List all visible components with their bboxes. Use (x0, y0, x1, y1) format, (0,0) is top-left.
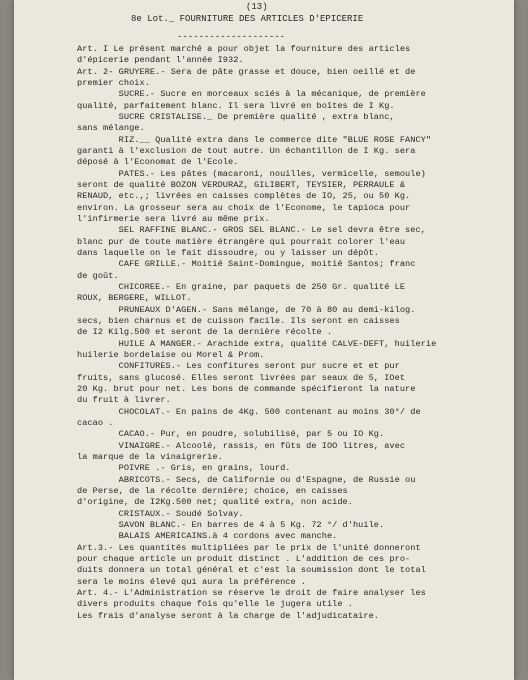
text-line: Art. 4.- L'Administration se réserve le droit de faire analyser les (77, 587, 426, 598)
text-line: qualité, parfaitement blanc. Il sera livré en boîtes de I Kg. (77, 100, 395, 111)
text-line: Art.3.- Les quantités multipliées par le prix de l'unité donneront (77, 542, 421, 553)
text-line: environ. La grosseur sera au choix de l'Econome, le tapioca pour (77, 202, 411, 213)
text-line: sera le moins élevé qui aura la préférence . (77, 576, 307, 587)
text-line: CHICOREE.- En graine, par paquets de 250 Gr. qualité LE (77, 281, 406, 292)
text-line: huilerie bordelaise ou Morel & Prom. (77, 349, 265, 360)
text-line: blanc pur de toute matière étrangère qui pourrait colorer l'eau (77, 236, 406, 247)
text-line: d'épicerie pendant l'année I932. (77, 55, 244, 66)
text-line: RENAUD, etc.,; livrées en caisses complètes de IO, 25, ou 50 Kg. (77, 191, 411, 202)
text-line: Art. I Le présent marché a pour objet la fourniture des articles (77, 44, 411, 54)
text-line: CRISTAUX.- Soudé Solvay. (77, 508, 244, 519)
text-line: VINAIGRE.- Alcoolé, rassis, en fûts de IOO litres, avec (77, 440, 406, 451)
text-line: RIZ.__ Qualité extra dans le commerce dite "BLUE ROSE FANCY" (77, 134, 432, 145)
text-line: de goût. (77, 270, 119, 281)
text-line: d'origine, de I2Kg.500 net; qualité extra, non acide. (77, 497, 353, 508)
text-line: garanti à l'exclusion de tout autre. Un échantillon de I Kg. sera (77, 145, 416, 156)
text-line: pour chaque article un produit distinct . L'addition de ces pro- (77, 553, 411, 564)
text-line: Les frais d'analyse seront à la charge de l'adjudicataire. (77, 610, 380, 621)
text-line: PRUNEAUX D'AGEN.- Sans mélange, de 70 à 80 au demi-kilog. (77, 304, 416, 315)
text-line: la marque de la vinaigrerie. (77, 451, 223, 462)
text-line: HUILE A MANGER.- Arachide extra, qualité CALVE-DEFT, huilerie (77, 338, 437, 349)
text-line: seront de qualité BOZON VERDURAZ, GILIBERT, TEYSIER, PERRAULE & (77, 179, 406, 190)
text-line: du fruit à livrer. (77, 395, 171, 406)
text-line: BALAIS AMERICAINS.à 4 cordons avec manche. (77, 531, 338, 542)
text-line: déposé à l'Economat de l'Ecole. (77, 157, 239, 168)
text-line: SEL RAFFINE BLANC.- GROS SEL BLANC.- Le sel devra être sec, (77, 225, 426, 236)
text-line: CAFE GRILLE.- Moitié Saint-Domingue, moitié Santos; franc (77, 259, 416, 270)
text-line: l'infirmerie sera livré au même prix. (77, 213, 270, 224)
text-line: CHOCOLAT.- En pains de 4Kg. 500 contenant au moins 30°/ de (77, 406, 421, 417)
text-line: SUCRE.- Sucre en morceaux sciés à la mécanique, de première (77, 89, 426, 100)
text-line: ABRICOTS.- Secs, de Californie ou d'Espagne, de Russie ou (77, 474, 416, 485)
text-line: 20 Kg. brut pour net. Les bons de commande spécifieront la nature (77, 383, 416, 394)
text-line: cacao . (77, 417, 114, 428)
text-line: secs, bien charnus et de cuisson facile. Ils seront en caisses (77, 315, 400, 326)
text-line: POIVRE .- Gris, en grains, lourd. (77, 463, 291, 474)
text-line: premier choix. (77, 77, 150, 88)
text-line: PATES.- Les pâtes (macaroni, nouilles, vermicelle, semoule) (77, 168, 426, 179)
document-page (14, 0, 514, 680)
text-line: divers produits chaque fois qu'elle le jugera utile . (77, 599, 353, 610)
text-line: CONFITURES.- Les confitures seront pur sucre et et pur (77, 361, 400, 372)
title-underline: -------------------- (177, 32, 286, 42)
text-line: fruits, sans glucosé. Elles seront livrées par seaux de 5, IOet (77, 372, 406, 383)
text-line: de I2 Kilg.500 et seront de la dernière récolte . (77, 327, 333, 338)
text-line: SUCRE CRISTALISE._ De première qualité , extra blanc, (77, 111, 395, 122)
text-line: sans mélange. (77, 123, 145, 134)
text-line: de Perse, de la récolte dernière; choice, en caisses (77, 485, 348, 496)
text-line: Art. 2- GRUYERE.- Sera de pâte grasse et douce, bien oeillé et de (77, 66, 416, 77)
text-line: ROUX, BERGERE, WILLOT. (77, 293, 192, 304)
document-title: 8e Lot._ FOURNITURE DES ARTICLES D'EPICERIE (131, 14, 364, 24)
text-line: dans laquelle on le fait dissoudre, ou y laisser un dépôt. (77, 247, 380, 258)
page-number: (13) (246, 2, 268, 12)
text-line: CACAO.- Pur, en poudre, solubilisé, par 5 ou IO Kg. (77, 429, 385, 440)
text-line: duits donnera un total général et c'est la soumission dont le total (77, 565, 426, 576)
text-line: SAVON BLANC.- En barres de 4 à 5 Kg. 72 °/ d'huile. (77, 519, 385, 530)
